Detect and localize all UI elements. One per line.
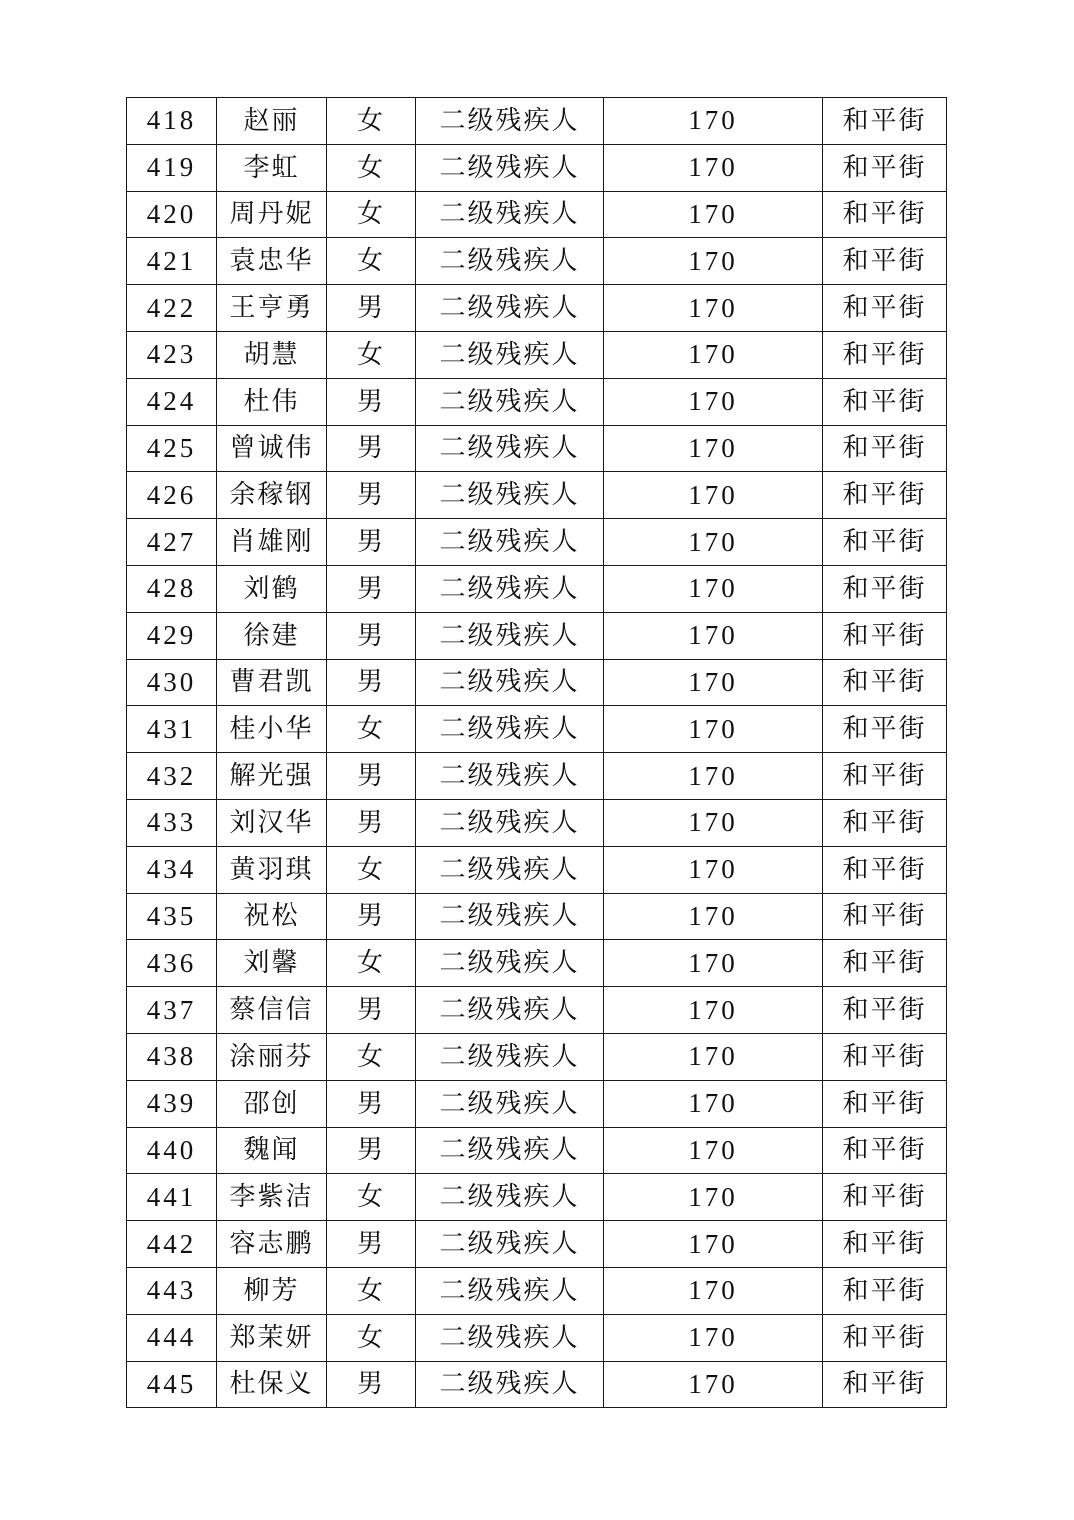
cell-name: 周丹妮 xyxy=(217,191,327,238)
cell-area: 和平街 xyxy=(823,331,947,378)
cell-name: 魏闻 xyxy=(217,1127,327,1174)
cell-area: 和平街 xyxy=(823,1127,947,1174)
cell-name: 杜保义 xyxy=(217,1361,327,1408)
table-row xyxy=(127,1033,947,1080)
table-row xyxy=(127,1361,947,1408)
cell-area: 和平街 xyxy=(823,753,947,800)
cell-gender: 女 xyxy=(327,98,416,145)
cell-serial-number: 441 xyxy=(127,1174,217,1221)
cell-amount: 170 xyxy=(604,706,823,753)
cell-name: 解光强 xyxy=(217,753,327,800)
cell-category: 二级残疾人 xyxy=(416,1314,604,1361)
cell-gender: 女 xyxy=(327,331,416,378)
table-row xyxy=(127,1314,947,1361)
cell-category: 二级残疾人 xyxy=(416,706,604,753)
cell-amount: 170 xyxy=(604,144,823,191)
cell-name: 袁忠华 xyxy=(217,238,327,285)
cell-gender: 男 xyxy=(327,1221,416,1268)
cell-gender: 男 xyxy=(327,565,416,612)
cell-name: 赵丽 xyxy=(217,98,327,145)
cell-category: 二级残疾人 xyxy=(416,191,604,238)
cell-name: 李紫洁 xyxy=(217,1174,327,1221)
cell-gender: 女 xyxy=(327,846,416,893)
cell-gender: 女 xyxy=(327,940,416,987)
cell-serial-number: 440 xyxy=(127,1127,217,1174)
cell-amount: 170 xyxy=(604,940,823,987)
cell-category: 二级残疾人 xyxy=(416,659,604,706)
cell-serial-number: 442 xyxy=(127,1221,217,1268)
cell-category: 二级残疾人 xyxy=(416,846,604,893)
cell-area: 和平街 xyxy=(823,472,947,519)
table-row xyxy=(127,1080,947,1127)
cell-amount: 170 xyxy=(604,98,823,145)
cell-serial-number: 439 xyxy=(127,1080,217,1127)
cell-amount: 170 xyxy=(604,285,823,332)
cell-name: 曾诚伟 xyxy=(217,425,327,472)
cell-name: 徐建 xyxy=(217,612,327,659)
cell-amount: 170 xyxy=(604,1127,823,1174)
cell-amount: 170 xyxy=(604,1314,823,1361)
cell-name: 黄羽琪 xyxy=(217,846,327,893)
cell-gender: 男 xyxy=(327,1361,416,1408)
cell-serial-number: 428 xyxy=(127,565,217,612)
cell-category: 二级残疾人 xyxy=(416,331,604,378)
cell-area: 和平街 xyxy=(823,1221,947,1268)
roster-table xyxy=(126,97,947,1408)
cell-gender: 男 xyxy=(327,519,416,566)
cell-name: 刘汉华 xyxy=(217,799,327,846)
cell-gender: 男 xyxy=(327,987,416,1034)
cell-category: 二级残疾人 xyxy=(416,1361,604,1408)
cell-name: 柳芳 xyxy=(217,1267,327,1314)
cell-area: 和平街 xyxy=(823,1174,947,1221)
cell-name: 余稼钢 xyxy=(217,472,327,519)
cell-serial-number: 434 xyxy=(127,846,217,893)
cell-name: 曹君凯 xyxy=(217,659,327,706)
table-row xyxy=(127,425,947,472)
cell-amount: 170 xyxy=(604,191,823,238)
cell-category: 二级残疾人 xyxy=(416,940,604,987)
table-row xyxy=(127,98,947,145)
cell-name: 容志鹏 xyxy=(217,1221,327,1268)
cell-serial-number: 432 xyxy=(127,753,217,800)
table-row xyxy=(127,846,947,893)
cell-category: 二级残疾人 xyxy=(416,1080,604,1127)
cell-serial-number: 445 xyxy=(127,1361,217,1408)
table-row xyxy=(127,378,947,425)
cell-amount: 170 xyxy=(604,799,823,846)
cell-serial-number: 430 xyxy=(127,659,217,706)
cell-gender: 女 xyxy=(327,144,416,191)
cell-name: 王亨勇 xyxy=(217,285,327,332)
cell-name: 刘馨 xyxy=(217,940,327,987)
cell-area: 和平街 xyxy=(823,846,947,893)
cell-area: 和平街 xyxy=(823,612,947,659)
table-row xyxy=(127,940,947,987)
cell-serial-number: 437 xyxy=(127,987,217,1034)
table-row xyxy=(127,519,947,566)
cell-amount: 170 xyxy=(604,425,823,472)
cell-amount: 170 xyxy=(604,987,823,1034)
cell-area: 和平街 xyxy=(823,144,947,191)
cell-gender: 女 xyxy=(327,1174,416,1221)
table-row xyxy=(127,285,947,332)
cell-amount: 170 xyxy=(604,565,823,612)
cell-category: 二级残疾人 xyxy=(416,565,604,612)
cell-amount: 170 xyxy=(604,331,823,378)
cell-category: 二级残疾人 xyxy=(416,1221,604,1268)
cell-name: 胡慧 xyxy=(217,331,327,378)
cell-amount: 170 xyxy=(604,893,823,940)
cell-amount: 170 xyxy=(604,1221,823,1268)
cell-gender: 女 xyxy=(327,1314,416,1361)
cell-serial-number: 427 xyxy=(127,519,217,566)
table-row xyxy=(127,238,947,285)
cell-area: 和平街 xyxy=(823,940,947,987)
cell-name: 桂小华 xyxy=(217,706,327,753)
table-row xyxy=(127,659,947,706)
cell-serial-number: 436 xyxy=(127,940,217,987)
table-row xyxy=(127,1267,947,1314)
cell-area: 和平街 xyxy=(823,1361,947,1408)
cell-name: 肖雄刚 xyxy=(217,519,327,566)
cell-category: 二级残疾人 xyxy=(416,799,604,846)
table-row xyxy=(127,472,947,519)
cell-gender: 男 xyxy=(327,285,416,332)
cell-name: 杜伟 xyxy=(217,378,327,425)
cell-gender: 女 xyxy=(327,1033,416,1080)
cell-serial-number: 422 xyxy=(127,285,217,332)
cell-name: 祝松 xyxy=(217,893,327,940)
cell-gender: 男 xyxy=(327,425,416,472)
cell-amount: 170 xyxy=(604,612,823,659)
cell-category: 二级残疾人 xyxy=(416,238,604,285)
cell-category: 二级残疾人 xyxy=(416,612,604,659)
cell-serial-number: 443 xyxy=(127,1267,217,1314)
cell-amount: 170 xyxy=(604,378,823,425)
roster-table-body xyxy=(127,98,947,1408)
cell-category: 二级残疾人 xyxy=(416,1033,604,1080)
cell-gender: 女 xyxy=(327,706,416,753)
cell-gender: 男 xyxy=(327,799,416,846)
cell-area: 和平街 xyxy=(823,706,947,753)
cell-category: 二级残疾人 xyxy=(416,98,604,145)
cell-amount: 170 xyxy=(604,846,823,893)
table-row xyxy=(127,753,947,800)
cell-area: 和平街 xyxy=(823,987,947,1034)
table-row xyxy=(127,331,947,378)
cell-area: 和平街 xyxy=(823,519,947,566)
cell-amount: 170 xyxy=(604,1267,823,1314)
cell-category: 二级残疾人 xyxy=(416,893,604,940)
cell-serial-number: 421 xyxy=(127,238,217,285)
cell-serial-number: 419 xyxy=(127,144,217,191)
cell-category: 二级残疾人 xyxy=(416,472,604,519)
cell-amount: 170 xyxy=(604,753,823,800)
cell-area: 和平街 xyxy=(823,799,947,846)
table-row xyxy=(127,1127,947,1174)
table-row xyxy=(127,706,947,753)
cell-gender: 男 xyxy=(327,378,416,425)
cell-serial-number: 424 xyxy=(127,378,217,425)
table-row xyxy=(127,893,947,940)
cell-area: 和平街 xyxy=(823,191,947,238)
cell-serial-number: 418 xyxy=(127,98,217,145)
cell-category: 二级残疾人 xyxy=(416,1127,604,1174)
cell-category: 二级残疾人 xyxy=(416,987,604,1034)
cell-area: 和平街 xyxy=(823,1080,947,1127)
cell-serial-number: 438 xyxy=(127,1033,217,1080)
cell-area: 和平街 xyxy=(823,285,947,332)
cell-area: 和平街 xyxy=(823,565,947,612)
cell-gender: 男 xyxy=(327,893,416,940)
cell-name: 邵创 xyxy=(217,1080,327,1127)
cell-area: 和平街 xyxy=(823,893,947,940)
cell-category: 二级残疾人 xyxy=(416,285,604,332)
table-row xyxy=(127,1174,947,1221)
cell-name: 蔡信信 xyxy=(217,987,327,1034)
cell-serial-number: 426 xyxy=(127,472,217,519)
cell-gender: 男 xyxy=(327,1080,416,1127)
table-row xyxy=(127,1221,947,1268)
cell-name: 涂丽芬 xyxy=(217,1033,327,1080)
cell-category: 二级残疾人 xyxy=(416,519,604,566)
cell-category: 二级残疾人 xyxy=(416,425,604,472)
cell-gender: 男 xyxy=(327,753,416,800)
cell-category: 二级残疾人 xyxy=(416,378,604,425)
table-row xyxy=(127,191,947,238)
cell-area: 和平街 xyxy=(823,1033,947,1080)
cell-amount: 170 xyxy=(604,472,823,519)
cell-name: 刘鹤 xyxy=(217,565,327,612)
cell-serial-number: 444 xyxy=(127,1314,217,1361)
cell-serial-number: 429 xyxy=(127,612,217,659)
table-row xyxy=(127,987,947,1034)
cell-gender: 女 xyxy=(327,191,416,238)
cell-gender: 男 xyxy=(327,472,416,519)
table-row xyxy=(127,565,947,612)
cell-category: 二级残疾人 xyxy=(416,1174,604,1221)
cell-category: 二级残疾人 xyxy=(416,753,604,800)
cell-category: 二级残疾人 xyxy=(416,1267,604,1314)
cell-gender: 男 xyxy=(327,659,416,706)
cell-serial-number: 425 xyxy=(127,425,217,472)
cell-amount: 170 xyxy=(604,238,823,285)
cell-gender: 男 xyxy=(327,612,416,659)
cell-amount: 170 xyxy=(604,1080,823,1127)
cell-area: 和平街 xyxy=(823,425,947,472)
cell-area: 和平街 xyxy=(823,659,947,706)
cell-gender: 女 xyxy=(327,1267,416,1314)
table-row xyxy=(127,799,947,846)
cell-serial-number: 420 xyxy=(127,191,217,238)
table-row xyxy=(127,144,947,191)
cell-amount: 170 xyxy=(604,1033,823,1080)
cell-gender: 男 xyxy=(327,1127,416,1174)
cell-area: 和平街 xyxy=(823,1314,947,1361)
cell-area: 和平街 xyxy=(823,378,947,425)
cell-amount: 170 xyxy=(604,1174,823,1221)
cell-amount: 170 xyxy=(604,519,823,566)
cell-name: 李虹 xyxy=(217,144,327,191)
cell-serial-number: 423 xyxy=(127,331,217,378)
cell-serial-number: 433 xyxy=(127,799,217,846)
cell-category: 二级残疾人 xyxy=(416,144,604,191)
cell-area: 和平街 xyxy=(823,238,947,285)
cell-serial-number: 431 xyxy=(127,706,217,753)
cell-name: 郑茉妍 xyxy=(217,1314,327,1361)
table-row xyxy=(127,612,947,659)
cell-area: 和平街 xyxy=(823,98,947,145)
cell-area: 和平街 xyxy=(823,1267,947,1314)
cell-amount: 170 xyxy=(604,1361,823,1408)
cell-serial-number: 435 xyxy=(127,893,217,940)
cell-amount: 170 xyxy=(604,659,823,706)
cell-gender: 女 xyxy=(327,238,416,285)
